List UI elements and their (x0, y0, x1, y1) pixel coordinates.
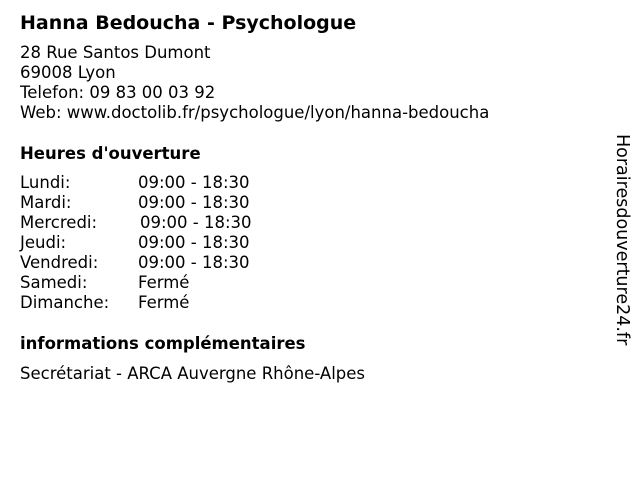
day-hours: 09:00 - 18:30 (140, 213, 252, 232)
day-label: Lundi: (20, 173, 71, 192)
website-link: Web: www.doctolib.fr/psychologue/lyon/hanna-bedoucha (20, 103, 490, 122)
day-label: Vendredi: (20, 253, 99, 272)
site-watermark: Horairesdouverture24.fr (612, 134, 632, 346)
hours-row-tuesday (20, 193, 320, 213)
day-hours: 09:00 - 18:30 (138, 233, 250, 252)
day-label: Samedi: (20, 273, 88, 292)
hours-table (20, 173, 320, 313)
info-text: Secrétariat - ARCA Auvergne Rhône-Alpes (20, 364, 366, 383)
day-label: Jeudi: (20, 233, 67, 252)
phone-number: Telefon: 09 83 00 03 92 (20, 83, 216, 102)
hours-row-wednesday (20, 213, 320, 233)
hours-heading: Heures d'ouverture (20, 144, 201, 163)
page-title: Hanna Bedoucha - Psychologue (20, 12, 357, 34)
hours-row-monday (20, 173, 320, 193)
hours-row-thursday (20, 233, 320, 253)
address-city: 69008 Lyon (20, 63, 116, 82)
hours-row-friday (20, 253, 320, 273)
day-hours: Fermé (138, 293, 190, 312)
day-label: Mardi: (20, 193, 72, 212)
day-label: Mercredi: (20, 213, 98, 232)
info-heading: informations complémentaires (20, 334, 306, 353)
address-block (20, 43, 489, 123)
day-hours: Fermé (138, 273, 190, 292)
hours-row-sunday (20, 293, 320, 313)
day-label: Dimanche: (20, 293, 110, 312)
day-hours: 09:00 - 18:30 (138, 193, 250, 212)
day-hours: 09:00 - 18:30 (138, 173, 250, 192)
hours-row-saturday (20, 273, 320, 293)
address-street: 28 Rue Santos Dumont (20, 43, 211, 62)
day-hours: 09:00 - 18:30 (138, 253, 250, 272)
